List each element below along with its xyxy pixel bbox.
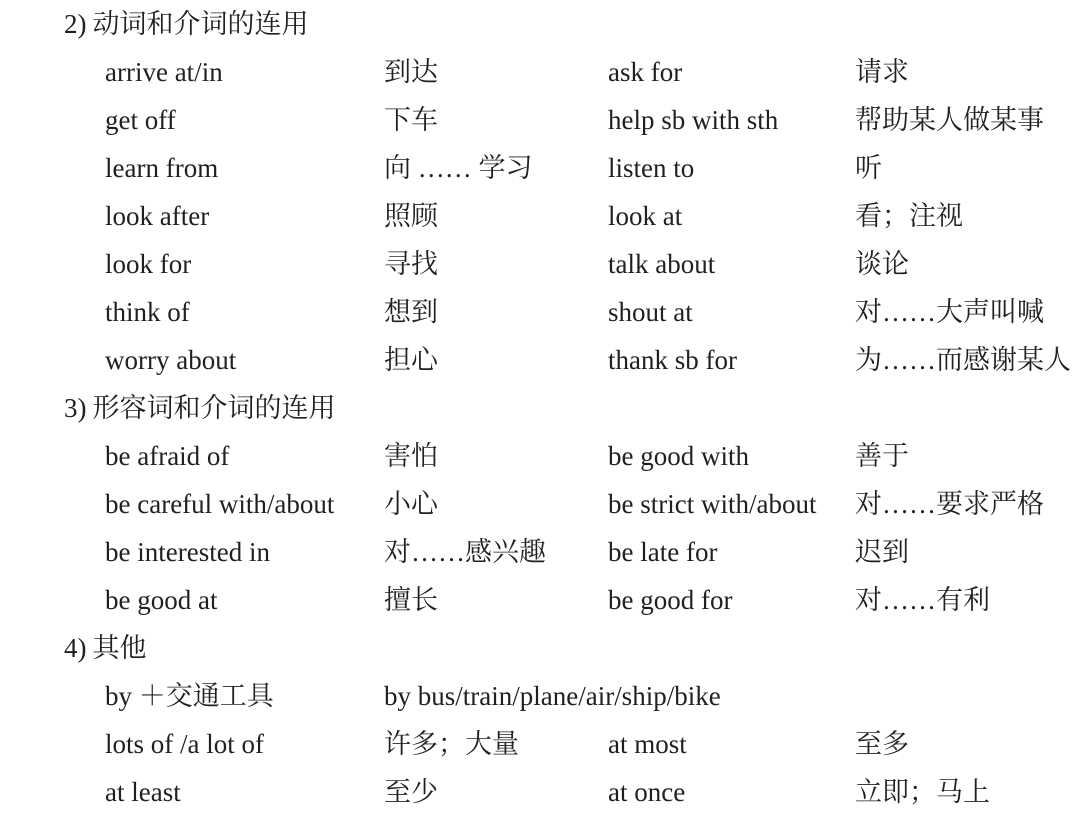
phrase-cn: 请求 <box>855 57 909 87</box>
phrase-row <box>0 146 1080 190</box>
phrase-en: get off <box>105 105 176 135</box>
section-title: 其他 <box>92 633 147 663</box>
phrase-cn: 谈论 <box>855 249 909 279</box>
phrase-row <box>0 194 1080 238</box>
phrase-row <box>0 482 1080 526</box>
phrase-en: help sb with sth <box>608 105 779 135</box>
section-heading <box>64 4 309 44</box>
phrase-en: be good for <box>608 585 733 615</box>
phrase-en: be strict with/about <box>608 489 817 519</box>
phrase-row <box>0 722 1080 766</box>
phrase-cn: 对……大声叫喊 <box>855 297 1044 327</box>
phrase-en: look for <box>105 249 192 279</box>
phrase-cn: 向 …… 学习 <box>384 153 533 183</box>
phrase-en: worry about <box>105 345 237 375</box>
phrase-en: at once <box>608 777 686 807</box>
phrase-en: be late for <box>608 537 718 567</box>
phrase-row <box>0 530 1080 574</box>
phrase-en: talk about <box>608 249 716 279</box>
phrase-cn: 到达 <box>384 57 438 87</box>
phrase-en: listen to <box>608 153 695 183</box>
phrase-en: ask for <box>608 57 683 87</box>
phrase-cn: 害怕 <box>384 441 438 471</box>
phrase-en: lots of /a lot of <box>105 729 264 759</box>
section-number: 2) <box>64 9 87 39</box>
phrase-cn: 寻找 <box>384 249 438 279</box>
phrase-en: shout at <box>608 297 693 327</box>
phrase-en: by ＋交通工具 <box>105 681 274 711</box>
phrase-cn: 立即；马上 <box>855 777 990 807</box>
phrase-en: be interested in <box>105 537 270 567</box>
section-heading <box>64 388 336 428</box>
phrase-cn: 照顾 <box>384 201 438 231</box>
phrase-cn: 许多；大量 <box>384 729 519 759</box>
phrase-cn: 小心 <box>384 489 438 519</box>
phrase-cn: 听 <box>855 153 882 183</box>
phrase-en: at least <box>105 777 181 807</box>
phrase-row <box>0 578 1080 622</box>
phrase-cn: 对……感兴趣 <box>384 537 546 567</box>
phrase-cn: 迟到 <box>855 537 909 567</box>
phrase-example: by bus/train/plane/air/ship/bike <box>384 681 721 711</box>
phrase-cn: 对……要求严格 <box>855 489 1044 519</box>
phrase-en: be careful with/about <box>105 489 335 519</box>
phrase-cn: 擅长 <box>384 585 438 615</box>
phrase-row <box>0 338 1080 382</box>
section-number: 4) <box>64 633 87 663</box>
phrase-cn: 看；注视 <box>855 201 963 231</box>
section-heading <box>64 628 147 668</box>
phrase-en: be good with <box>608 441 749 471</box>
phrase-cn: 至少 <box>384 777 438 807</box>
phrase-row <box>0 434 1080 478</box>
phrase-en: arrive at/in <box>105 57 223 87</box>
phrase-cn: 下车 <box>384 105 438 135</box>
phrase-en: learn from <box>105 153 219 183</box>
phrase-cn: 帮助某人做某事 <box>855 105 1044 135</box>
phrase-en: be afraid of <box>105 441 230 471</box>
phrase-en: look after <box>105 201 210 231</box>
phrase-en: think of <box>105 297 190 327</box>
section-number: 3) <box>64 393 87 423</box>
phrase-row <box>0 98 1080 142</box>
section-title: 动词和介词的连用 <box>92 9 309 39</box>
phrase-en: at most <box>608 729 687 759</box>
phrase-row <box>0 770 1080 814</box>
phrase-en: thank sb for <box>608 345 737 375</box>
phrase-cn: 对……有利 <box>855 585 990 615</box>
phrase-cn: 想到 <box>384 297 438 327</box>
phrase-en: be good at <box>105 585 218 615</box>
section-title: 形容词和介词的连用 <box>92 393 336 423</box>
phrase-cn: 至多 <box>855 729 909 759</box>
phrase-row <box>0 50 1080 94</box>
phrase-en: look at <box>608 201 683 231</box>
phrase-row <box>0 674 1080 718</box>
phrase-row <box>0 242 1080 286</box>
phrase-row <box>0 290 1080 334</box>
phrase-cn: 为……而感谢某人 <box>855 345 1071 375</box>
phrase-cn: 担心 <box>384 345 438 375</box>
phrase-cn: 善于 <box>855 441 909 471</box>
